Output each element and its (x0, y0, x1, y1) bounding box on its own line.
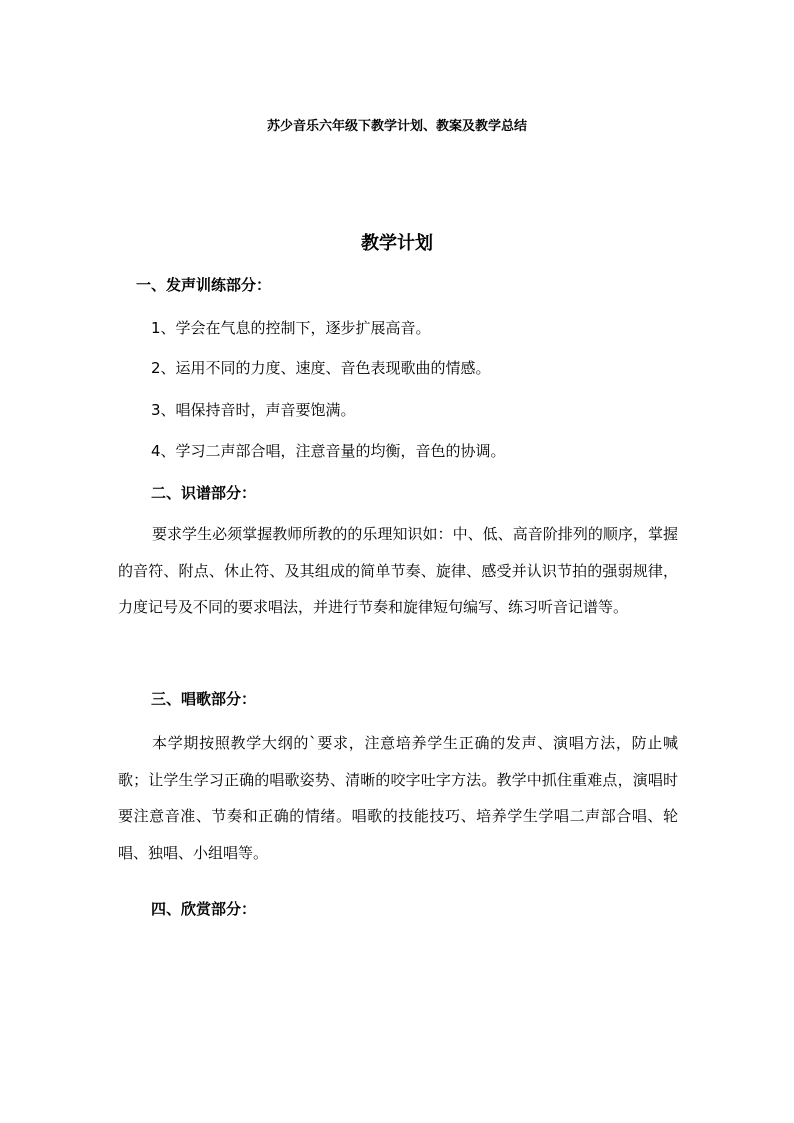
list-item: 3、唱保持音时，声音要饱满。 (151, 401, 356, 419)
list-item: 2、运用不同的力度、速度、音色表现歌曲的情感。 (151, 359, 491, 377)
paragraph-singing: 本学期按照教学大纲的`要求，注意培养学生正确的发声、演唱方法，防止喊歌；让学生学习正确的唱歌姿势、清晰的咬字吐字方法。教学中抓住重难点，演唱时要注意音准、节奏和正确的情绪。唱歌的技能技巧、培养学生学唱二声部合唱、轮唱、独唱、小组唱等。 (118, 734, 678, 862)
section-title-teaching-plan: 教学计划 (361, 233, 433, 254)
heading-appreciation: 四、欣赏部分： (151, 900, 257, 918)
heading-sight-reading: 二、识谱部分： (151, 484, 257, 502)
list-item: 4、学习二声部合唱，注意音量的均衡，音色的协调。 (151, 442, 506, 460)
document-top-title: 苏少音乐六年级下教学计划、教案及教学总结 (266, 119, 527, 134)
heading-vocal-training: 一、发声训练部分： (136, 276, 272, 294)
list-item: 1、学会在气息的控制下，逐步扩展高音。 (151, 319, 431, 337)
paragraph-sight-reading: 要求学生必须掌握教师所教的的乐理知识如：中、低、高音阶排列的顺序，掌握的音符、附点、休止符、及其组成的简单节奏、旋律、感受并认识节拍的强弱规律，力度记号及不同的要求唱法，并进行节奏和旋律短句编写、练习听音记谱等。 (118, 525, 678, 616)
heading-singing: 三、唱歌部分： (151, 690, 257, 708)
